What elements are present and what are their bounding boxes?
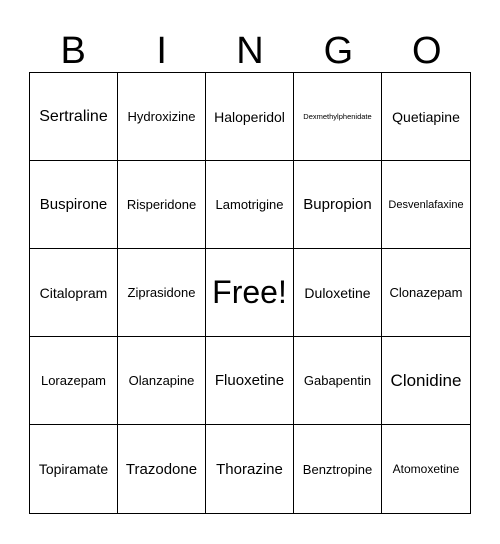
bingo-cell-free[interactable]: Free! <box>206 249 294 337</box>
bingo-cell-r1c5[interactable]: Quetiapine <box>382 73 470 161</box>
bingo-cell-r1c3[interactable]: Haloperidol <box>206 73 294 161</box>
header-letter-g: G <box>323 30 354 72</box>
bingo-cell-r3c4[interactable]: Duloxetine <box>294 249 382 337</box>
bingo-cell-r1c1[interactable]: Sertraline <box>30 73 118 161</box>
header-letter-n: N <box>236 30 264 72</box>
bingo-cell-r2c4[interactable]: Bupropion <box>294 161 382 249</box>
bingo-cell-r3c1[interactable]: Citalopram <box>30 249 118 337</box>
bingo-cell-r2c2[interactable]: Risperidone <box>118 161 206 249</box>
bingo-cell-r5c4[interactable]: Benztropine <box>294 425 382 513</box>
bingo-cell-r2c1[interactable]: Buspirone <box>30 161 118 249</box>
bingo-cell-r4c3[interactable]: Fluoxetine <box>206 337 294 425</box>
bingo-cell-r5c2[interactable]: Trazodone <box>118 425 206 513</box>
bingo-cell-r5c1[interactable]: Topiramate <box>30 425 118 513</box>
bingo-cell-r2c5[interactable]: Desvenlafaxine <box>382 161 470 249</box>
bingo-cell-r4c4[interactable]: Gabapentin <box>294 337 382 425</box>
bingo-cell-r4c5[interactable]: Clonidine <box>382 337 470 425</box>
bingo-cell-r3c2[interactable]: Ziprasidone <box>118 249 206 337</box>
bingo-cell-r5c5[interactable]: Atomoxetine <box>392 462 460 476</box>
header-letter-i: I <box>156 30 167 72</box>
header-letter-o: O <box>412 30 442 72</box>
bingo-header <box>29 28 471 74</box>
bingo-board <box>29 72 471 514</box>
bingo-cell-r3c5[interactable]: Clonazepam <box>382 249 470 337</box>
bingo-cell-r4c1[interactable]: Lorazepam <box>30 337 118 425</box>
header-letter-b: B <box>60 30 86 72</box>
bingo-cell-r1c4[interactable]: Dexmethylphenidate <box>294 73 382 161</box>
bingo-cell-r1c2[interactable]: Hydroxizine <box>118 73 206 161</box>
bingo-cell-r2c3[interactable]: Lamotrigine <box>206 161 294 249</box>
bingo-cell-r5c3[interactable]: Thorazine <box>206 425 294 513</box>
bingo-cell-r4c2[interactable]: Olanzapine <box>118 337 206 425</box>
